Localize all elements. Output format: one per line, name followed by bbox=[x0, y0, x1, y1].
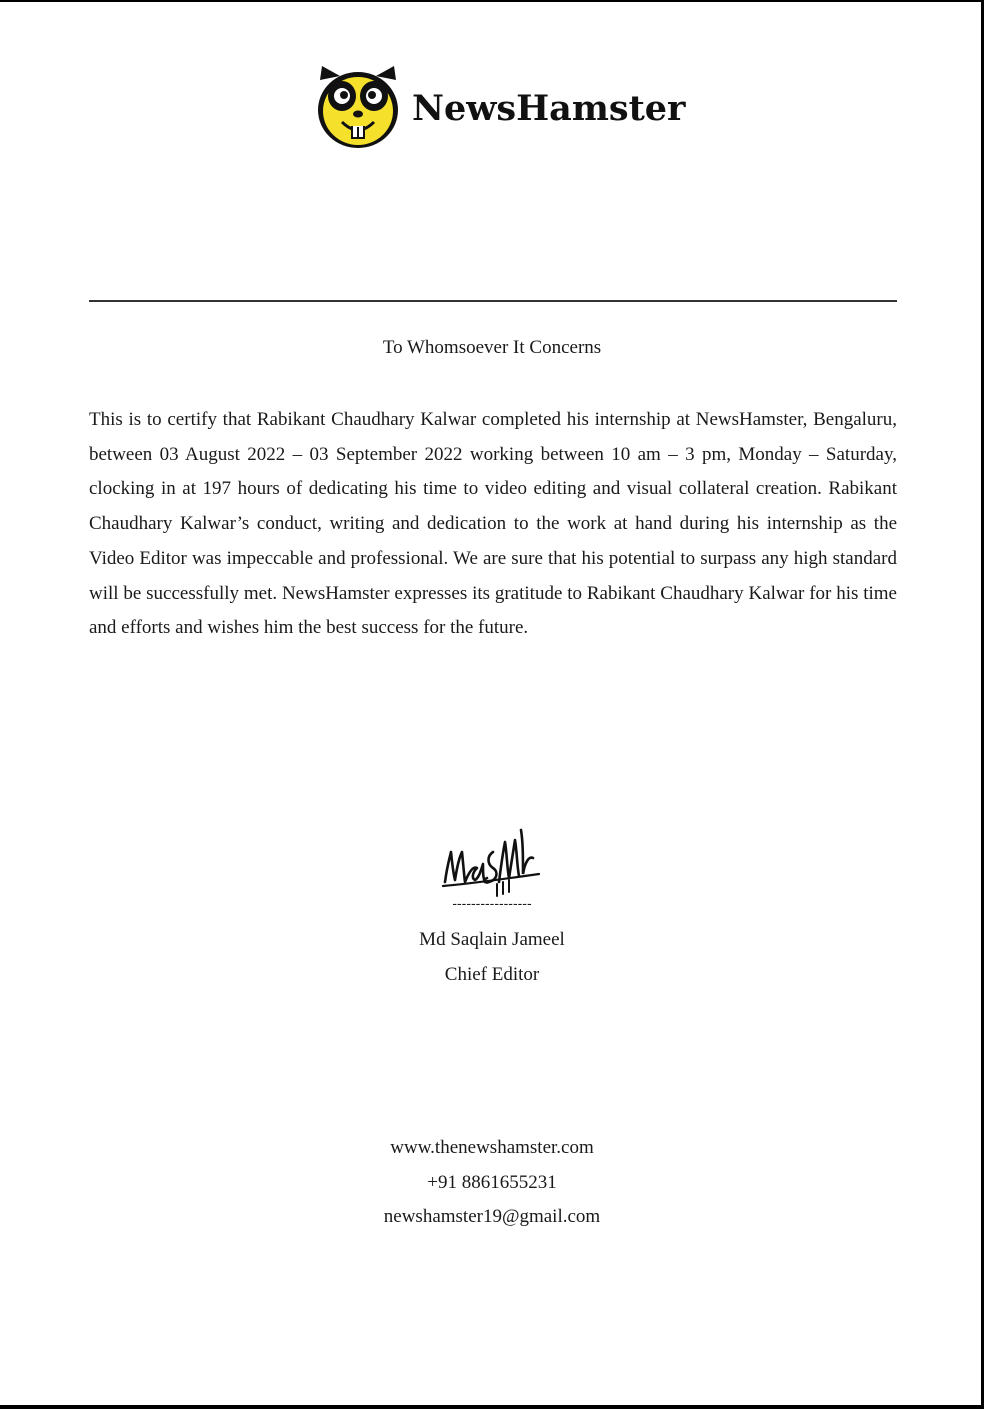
signer-name: Md Saqlain Jameel bbox=[419, 929, 565, 950]
brand-name: NewsHamster bbox=[412, 88, 686, 129]
signature-block bbox=[0, 822, 984, 992]
contact-footer bbox=[0, 1131, 984, 1235]
page-border-bottom bbox=[0, 1405, 984, 1409]
handwritten-signature bbox=[437, 822, 547, 900]
phone-number: +91 8861655231 bbox=[427, 1171, 557, 1193]
email-address[interactable]: newshamster19@gmail.com bbox=[383, 1206, 601, 1227]
page-border-top bbox=[0, 0, 984, 2]
salutation: To Whomsoever It Concerns bbox=[382, 337, 602, 358]
hamster-logo-icon bbox=[312, 64, 404, 154]
signature-line: ----------------- bbox=[452, 895, 532, 911]
website-link[interactable]: www.thenewshamster.com bbox=[390, 1137, 594, 1158]
letter-body: This is to certify that Rabikant Chaudhary Kalwar completed his internship at NewsHamster, Bengaluru, between 03 August 2022 – 03 September 2022 working between 10 am – 3 pm, Monday – Saturday, clocking in at 197 hours of dedicating his time to video editing and visual collateral creation. Rabikant Chaudhary Kalwar’s conduct, writing and dedication to the work at hand during his internship as the Video Editor was impeccable and professional. We are sure that his potential to surpass any high standard will be successfully met. NewsHamster expresses its gratitude to Rabikant Chaudhary Kalwar for his time and efforts and wishes him the best success for the future. bbox=[89, 409, 897, 639]
header-divider bbox=[89, 300, 897, 302]
brand-logo bbox=[312, 64, 686, 154]
signer-title: Chief Editor bbox=[444, 964, 540, 985]
